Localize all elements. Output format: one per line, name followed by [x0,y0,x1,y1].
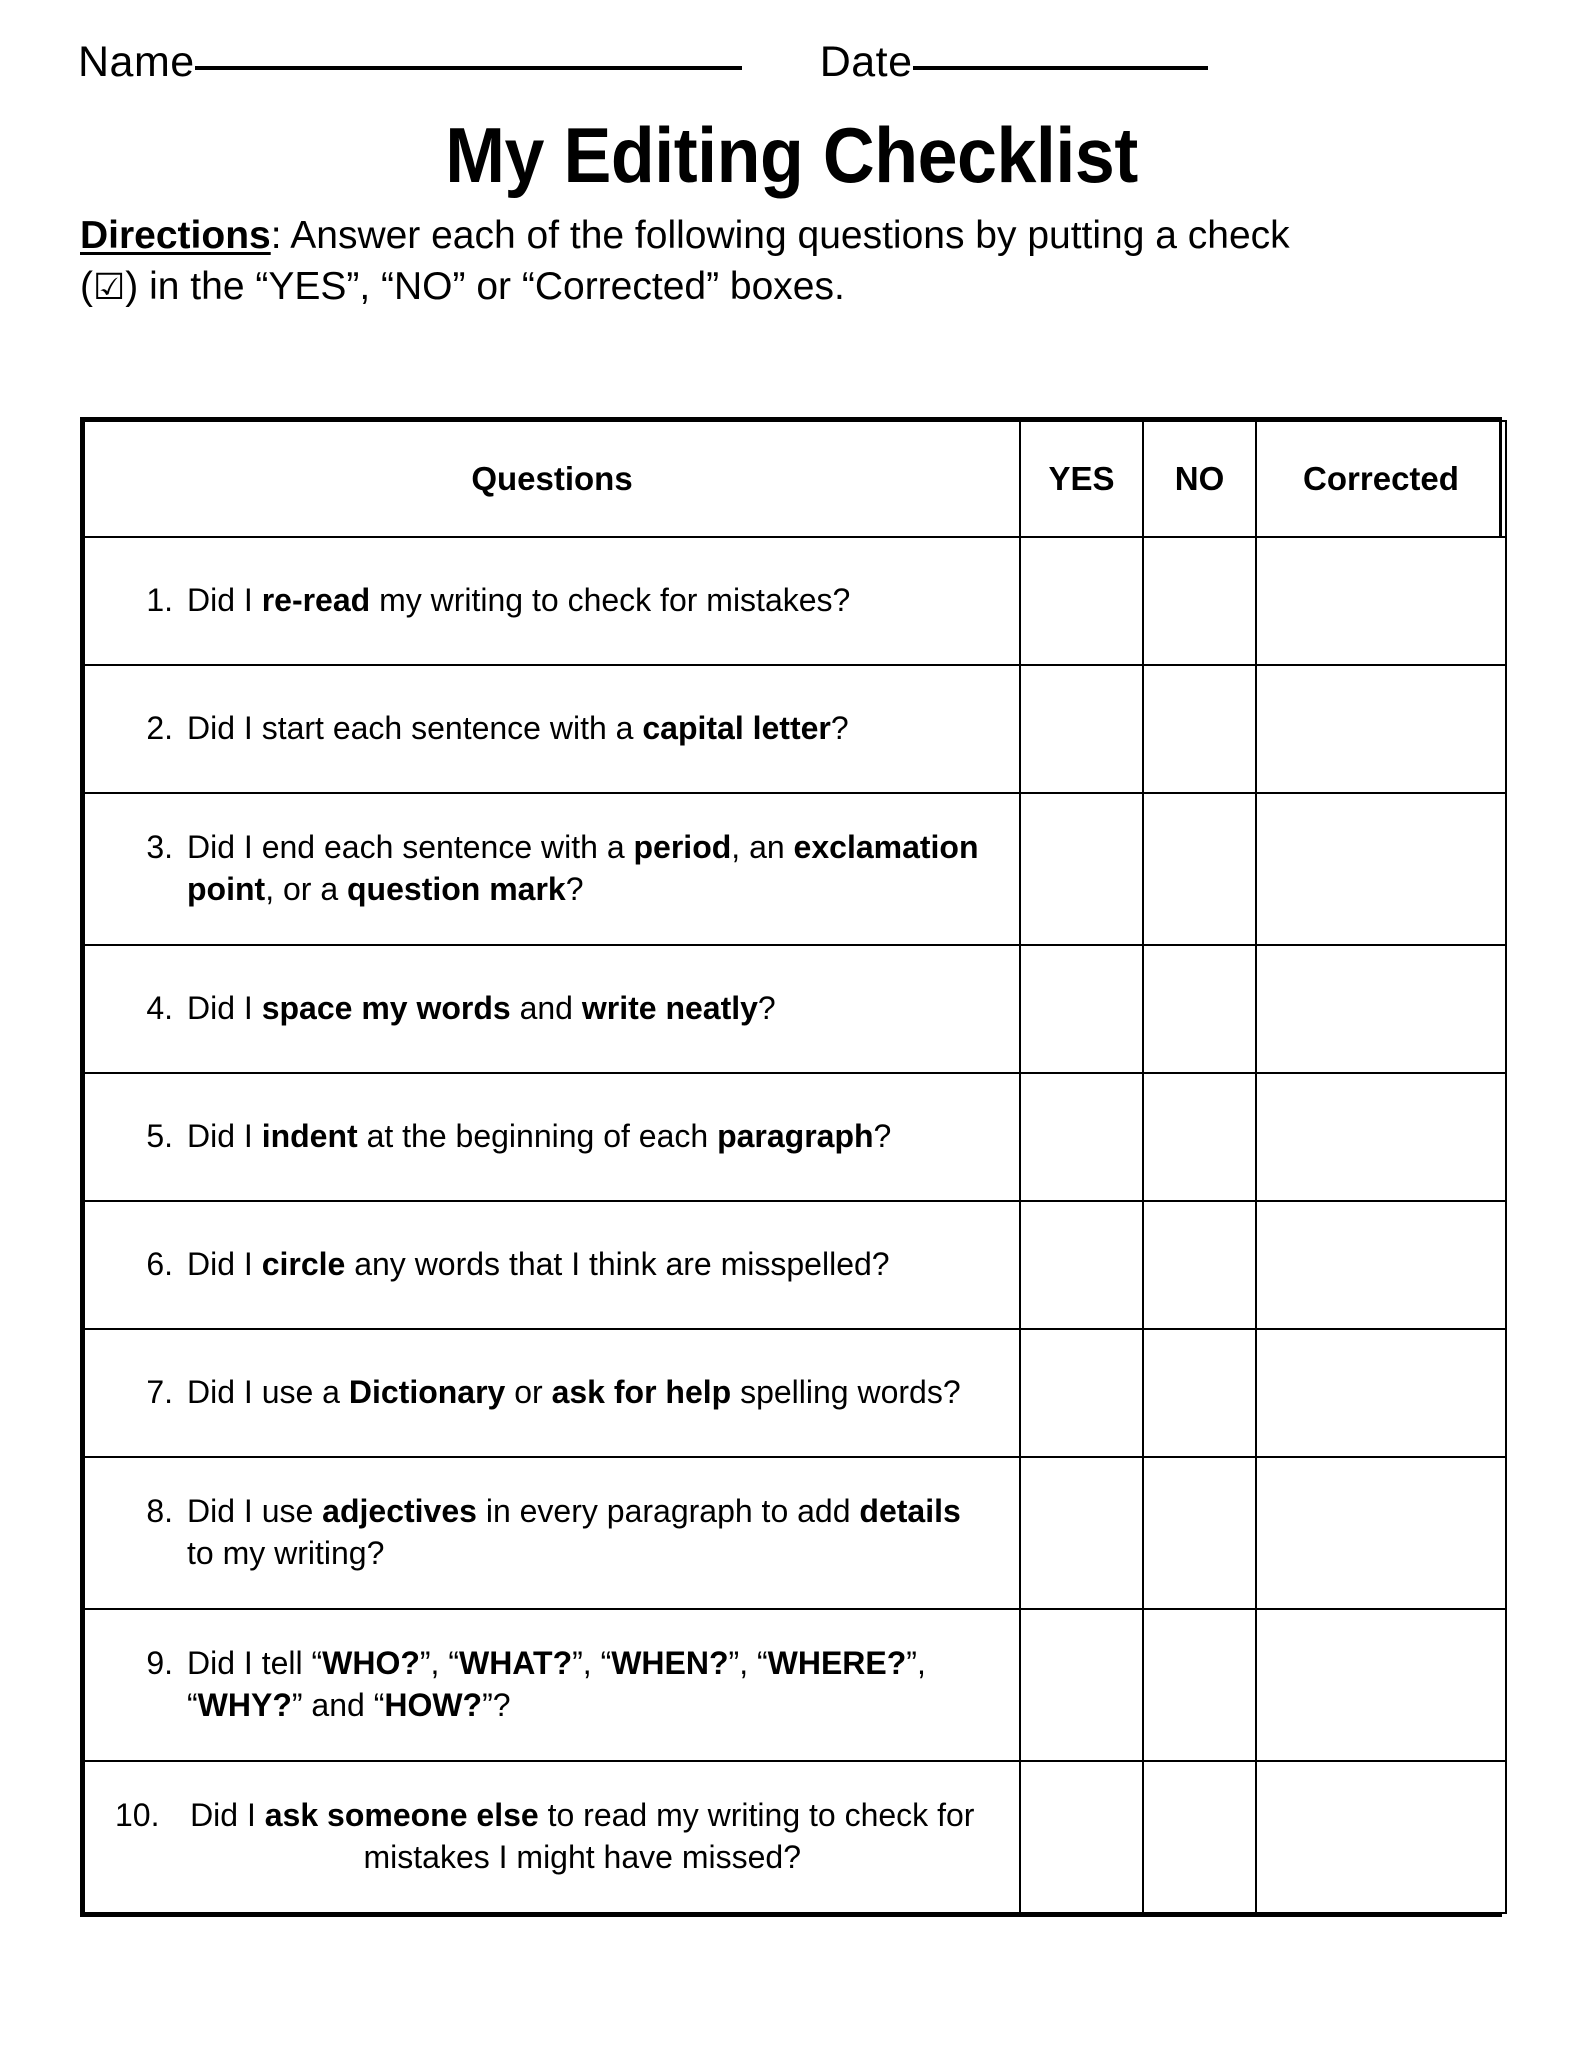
table-row [84,1761,1506,1913]
yes-checkbox-cell[interactable] [1020,1761,1143,1913]
no-checkbox-cell[interactable] [1143,793,1256,945]
yes-checkbox-cell[interactable] [1020,1609,1143,1761]
checklist-table-wrapper [80,417,1502,1917]
question-number: 8. [146,1493,173,1530]
corrected-checkbox-cell[interactable] [1256,1457,1506,1609]
checklist-table [83,420,1507,1914]
question-number: 4. [146,990,173,1027]
date-label: Date [819,38,913,86]
directions-line-2-prefix: ( [80,265,93,309]
no-checkbox-cell[interactable] [1143,1329,1256,1457]
column-header-no: NO [1143,421,1256,537]
question-cell [84,945,1020,1073]
page-title: My Editing Checklist [445,111,1138,199]
question-text: Did I use a Dictionary or ask for help spelling words? [187,1374,961,1411]
no-checkbox-cell[interactable] [1143,1201,1256,1329]
yes-checkbox-cell[interactable] [1020,1201,1143,1329]
no-checkbox-cell[interactable] [1143,1761,1256,1913]
directions-line-2-suffix: ) in the “YES”, “NO” or “Corrected” boxes. [125,265,845,309]
question-text: Did I end each sentence with a period, an exclamation point, or a question mark? [187,829,979,907]
question-text: Did I circle any words that I think are misspelled? [187,1246,890,1283]
question-text: Did I space my words and write neatly? [187,990,776,1027]
directions-line-1: : Answer each of the following questions by putting a check [270,214,1290,257]
question-number: 1. [146,582,173,619]
yes-checkbox-cell[interactable] [1020,1457,1143,1609]
yes-checkbox-cell[interactable] [1020,537,1143,665]
corrected-checkbox-cell[interactable] [1256,1761,1506,1913]
name-label: Name [78,38,195,86]
corrected-checkbox-cell[interactable] [1256,1073,1506,1201]
corrected-checkbox-cell[interactable] [1256,665,1506,793]
table-row [84,1329,1506,1457]
question-cell [84,793,1020,945]
table-row [84,1457,1506,1609]
question-text: Did I tell “WHO?”, “WHAT?”, “WHEN?”, “WHERE?”, “WHY?” and “HOW?”? [187,1645,926,1723]
question-cell [84,1073,1020,1201]
no-checkbox-cell[interactable] [1143,537,1256,665]
name-date-row [78,38,1518,87]
yes-checkbox-cell[interactable] [1020,793,1143,945]
table-row [84,537,1506,665]
corrected-checkbox-cell[interactable] [1256,537,1506,665]
question-number: 3. [146,829,173,866]
table-row [84,945,1506,1073]
corrected-checkbox-cell[interactable] [1256,1609,1506,1761]
question-number: 10. [115,1797,160,1834]
question-text: Did I start each sentence with a capital letter? [187,710,849,747]
question-cell [84,1457,1020,1609]
no-checkbox-cell[interactable] [1143,1073,1256,1201]
corrected-checkbox-cell[interactable] [1256,1329,1506,1457]
checklist-rows [84,537,1506,1913]
question-cell [84,665,1020,793]
table-row [84,1073,1506,1201]
date-input-blank[interactable] [913,65,1208,70]
question-number: 5. [146,1118,173,1155]
question-text: Did I indent at the beginning of each paragraph? [187,1118,892,1155]
question-cell [84,537,1020,665]
no-checkbox-cell[interactable] [1143,1457,1256,1609]
table-header-row [84,421,1506,537]
question-cell [84,1329,1020,1457]
yes-checkbox-cell[interactable] [1020,945,1143,1073]
yes-checkbox-cell[interactable] [1020,1073,1143,1201]
table-row [84,1201,1506,1329]
question-cell [84,1609,1020,1761]
question-cell [84,1761,1020,1913]
question-cell [84,1201,1020,1329]
no-checkbox-cell[interactable] [1143,665,1256,793]
question-number: 2. [146,710,173,747]
corrected-checkbox-cell[interactable] [1256,1201,1506,1329]
column-header-questions: Questions [84,421,1020,537]
directions-paragraph [80,210,1510,313]
table-row [84,793,1506,945]
directions-label: Directions [80,214,271,257]
question-number: 7. [146,1374,173,1411]
corrected-checkbox-cell[interactable] [1256,945,1506,1073]
corrected-checkbox-cell[interactable] [1256,793,1506,945]
table-row [84,1609,1506,1761]
table-row [84,665,1506,793]
question-number: 6. [146,1246,173,1283]
yes-checkbox-cell[interactable] [1020,1329,1143,1457]
question-text: Did I use adjectives in every paragraph to add details to my writing? [187,1493,961,1571]
no-checkbox-cell[interactable] [1143,945,1256,1073]
no-checkbox-cell[interactable] [1143,1609,1256,1761]
column-header-corrected: Corrected [1256,421,1506,537]
checkbox-checked-icon: ☑ [93,266,126,308]
column-header-yes: YES [1020,421,1143,537]
question-text: Did I re-read my writing to check for mistakes? [187,582,851,619]
question-number: 9. [146,1645,173,1682]
name-input-blank[interactable] [195,65,742,70]
question-text: Did I ask someone else to read my writing to check for mistakes I might have missed? [190,1797,975,1875]
yes-checkbox-cell[interactable] [1020,665,1143,793]
